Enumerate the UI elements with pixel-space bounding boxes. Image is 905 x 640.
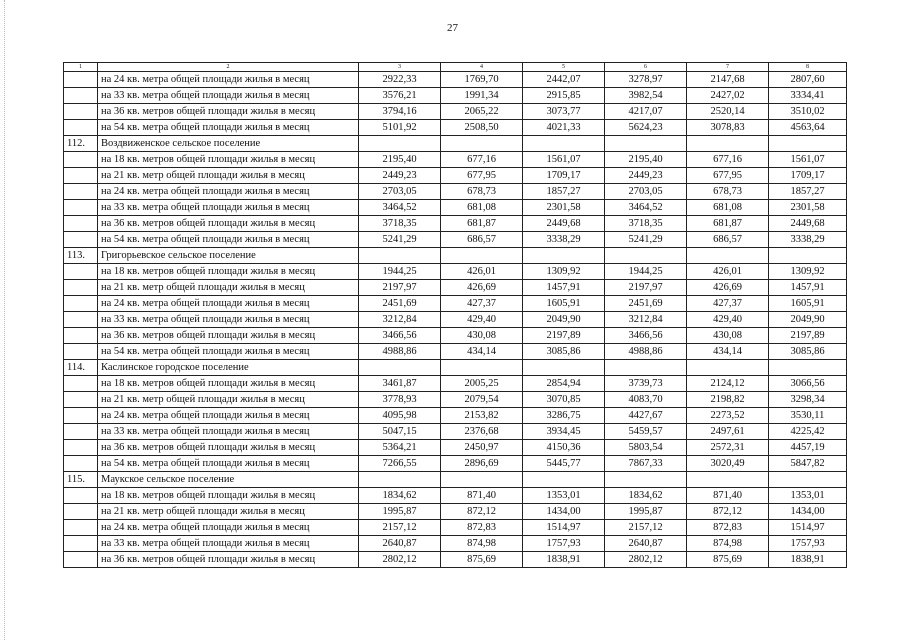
value-cell: 3334,41 bbox=[769, 88, 847, 104]
value-cell: 2640,87 bbox=[359, 536, 441, 552]
value-cell: 2301,58 bbox=[523, 200, 605, 216]
empty-cell bbox=[687, 248, 769, 264]
section-row bbox=[64, 248, 847, 264]
row-label: на 21 кв. метр общей площади жилья в месяц bbox=[98, 168, 359, 184]
value-cell: 4083,70 bbox=[605, 392, 687, 408]
value-cell: 1353,01 bbox=[769, 488, 847, 504]
value-cell: 3278,97 bbox=[605, 72, 687, 88]
value-cell: 1561,07 bbox=[523, 152, 605, 168]
value-cell: 4095,98 bbox=[359, 408, 441, 424]
value-cell: 3066,56 bbox=[769, 376, 847, 392]
row-label: на 36 кв. метров общей площади жилья в месяц bbox=[98, 216, 359, 232]
row-label: на 33 кв. метра общей площади жилья в месяц bbox=[98, 536, 359, 552]
empty-cell bbox=[441, 360, 523, 376]
value-cell: 2449,23 bbox=[359, 168, 441, 184]
value-cell: 1605,91 bbox=[769, 296, 847, 312]
row-label: на 24 кв. метра общей площади жилья в месяц bbox=[98, 520, 359, 536]
section-title: Воздвиженское сельское поселение bbox=[98, 136, 359, 152]
value-cell: 2802,12 bbox=[359, 552, 441, 568]
empty-cell bbox=[605, 136, 687, 152]
value-cell: 875,69 bbox=[687, 552, 769, 568]
value-cell: 2442,07 bbox=[523, 72, 605, 88]
value-cell: 3073,77 bbox=[523, 104, 605, 120]
row-label: на 18 кв. метров общей площади жилья в месяц bbox=[98, 152, 359, 168]
table-row bbox=[64, 232, 847, 248]
value-cell: 3794,16 bbox=[359, 104, 441, 120]
section-number: 115. bbox=[64, 472, 98, 488]
value-cell: 1838,91 bbox=[769, 552, 847, 568]
section-title: Каслинское городское поселение bbox=[98, 360, 359, 376]
value-cell: 2079,54 bbox=[441, 392, 523, 408]
value-cell: 1353,01 bbox=[523, 488, 605, 504]
value-cell: 5101,92 bbox=[359, 120, 441, 136]
value-cell: 3212,84 bbox=[605, 312, 687, 328]
row-number-cell bbox=[64, 552, 98, 568]
value-cell: 3286,75 bbox=[523, 408, 605, 424]
value-cell: 434,14 bbox=[441, 344, 523, 360]
value-cell: 1514,97 bbox=[769, 520, 847, 536]
row-label: на 36 кв. метров общей площади жилья в месяц bbox=[98, 104, 359, 120]
value-cell: 4427,67 bbox=[605, 408, 687, 424]
value-cell: 1514,97 bbox=[523, 520, 605, 536]
value-cell: 872,12 bbox=[687, 504, 769, 520]
row-label: на 33 кв. метра общей площади жилья в месяц bbox=[98, 424, 359, 440]
value-cell: 1944,25 bbox=[359, 264, 441, 280]
value-cell: 2197,97 bbox=[605, 280, 687, 296]
empty-cell bbox=[359, 248, 441, 264]
value-cell: 2449,23 bbox=[605, 168, 687, 184]
value-cell: 1709,17 bbox=[523, 168, 605, 184]
value-cell: 1857,27 bbox=[769, 184, 847, 200]
table-row bbox=[64, 520, 847, 536]
column-number: 3 bbox=[359, 63, 441, 72]
value-cell: 2703,05 bbox=[359, 184, 441, 200]
value-cell: 681,87 bbox=[687, 216, 769, 232]
value-cell: 5847,82 bbox=[769, 456, 847, 472]
column-number: 5 bbox=[523, 63, 605, 72]
table-row bbox=[64, 376, 847, 392]
value-cell: 4021,33 bbox=[523, 120, 605, 136]
value-cell: 872,83 bbox=[441, 520, 523, 536]
row-label: на 24 кв. метра общей площади жилья в месяц bbox=[98, 408, 359, 424]
value-cell: 3718,35 bbox=[359, 216, 441, 232]
value-cell: 5241,29 bbox=[359, 232, 441, 248]
value-cell: 2802,12 bbox=[605, 552, 687, 568]
row-number-cell bbox=[64, 344, 98, 360]
row-number-cell bbox=[64, 424, 98, 440]
section-number: 113. bbox=[64, 248, 98, 264]
rates-table-body bbox=[64, 63, 847, 568]
value-cell: 1757,93 bbox=[523, 536, 605, 552]
row-number-cell bbox=[64, 536, 98, 552]
value-cell: 2195,40 bbox=[359, 152, 441, 168]
table-row bbox=[64, 392, 847, 408]
value-cell: 2572,31 bbox=[687, 440, 769, 456]
value-cell: 872,83 bbox=[687, 520, 769, 536]
empty-cell bbox=[605, 248, 687, 264]
value-cell: 2451,69 bbox=[359, 296, 441, 312]
row-number-cell bbox=[64, 184, 98, 200]
row-number-cell bbox=[64, 152, 98, 168]
value-cell: 1457,91 bbox=[769, 280, 847, 296]
value-cell: 2195,40 bbox=[605, 152, 687, 168]
value-cell: 1309,92 bbox=[523, 264, 605, 280]
empty-cell bbox=[523, 136, 605, 152]
row-number-cell bbox=[64, 520, 98, 536]
table-row bbox=[64, 296, 847, 312]
table-row bbox=[64, 424, 847, 440]
row-number-cell bbox=[64, 376, 98, 392]
section-title: Григорьевское сельское поселение bbox=[98, 248, 359, 264]
row-number-cell bbox=[64, 264, 98, 280]
row-label: на 36 кв. метров общей площади жилья в месяц bbox=[98, 552, 359, 568]
empty-cell bbox=[687, 136, 769, 152]
value-cell: 7266,55 bbox=[359, 456, 441, 472]
value-cell: 3510,02 bbox=[769, 104, 847, 120]
table-row bbox=[64, 552, 847, 568]
table-row bbox=[64, 168, 847, 184]
value-cell: 4217,07 bbox=[605, 104, 687, 120]
value-cell: 2915,85 bbox=[523, 88, 605, 104]
value-cell: 426,01 bbox=[441, 264, 523, 280]
row-label: на 33 кв. метра общей площади жилья в месяц bbox=[98, 200, 359, 216]
section-row bbox=[64, 472, 847, 488]
row-number-cell bbox=[64, 216, 98, 232]
column-number: 4 bbox=[441, 63, 523, 72]
row-label: на 33 кв. метра общей площади жилья в месяц bbox=[98, 88, 359, 104]
value-cell: 1434,00 bbox=[523, 504, 605, 520]
value-cell: 1457,91 bbox=[523, 280, 605, 296]
value-cell: 1709,17 bbox=[769, 168, 847, 184]
value-cell: 4563,64 bbox=[769, 120, 847, 136]
value-cell: 3338,29 bbox=[523, 232, 605, 248]
value-cell: 3778,93 bbox=[359, 392, 441, 408]
page-number: 27 bbox=[447, 22, 458, 34]
value-cell: 2896,69 bbox=[441, 456, 523, 472]
value-cell: 874,98 bbox=[441, 536, 523, 552]
empty-cell bbox=[769, 136, 847, 152]
value-cell: 871,40 bbox=[687, 488, 769, 504]
row-label: на 18 кв. метров общей площади жилья в месяц bbox=[98, 488, 359, 504]
value-cell: 3464,52 bbox=[359, 200, 441, 216]
value-cell: 2157,12 bbox=[605, 520, 687, 536]
column-number: 6 bbox=[605, 63, 687, 72]
value-cell: 3576,21 bbox=[359, 88, 441, 104]
value-cell: 1769,70 bbox=[441, 72, 523, 88]
row-label: на 18 кв. метров общей площади жилья в месяц bbox=[98, 376, 359, 392]
value-cell: 2197,97 bbox=[359, 280, 441, 296]
empty-cell bbox=[769, 248, 847, 264]
value-cell: 3338,29 bbox=[769, 232, 847, 248]
empty-cell bbox=[359, 360, 441, 376]
value-cell: 2198,82 bbox=[687, 392, 769, 408]
value-cell: 3070,85 bbox=[523, 392, 605, 408]
section-title: Маукское сельское поселение bbox=[98, 472, 359, 488]
table-row bbox=[64, 344, 847, 360]
value-cell: 1995,87 bbox=[359, 504, 441, 520]
row-number-cell bbox=[64, 408, 98, 424]
value-cell: 681,08 bbox=[687, 200, 769, 216]
value-cell: 3739,73 bbox=[605, 376, 687, 392]
empty-cell bbox=[687, 472, 769, 488]
value-cell: 1991,34 bbox=[441, 88, 523, 104]
row-label: на 21 кв. метр общей площади жилья в месяц bbox=[98, 392, 359, 408]
value-cell: 2520,14 bbox=[687, 104, 769, 120]
row-label: на 33 кв. метра общей площади жилья в месяц bbox=[98, 312, 359, 328]
row-label: на 36 кв. метров общей площади жилья в месяц bbox=[98, 440, 359, 456]
section-row bbox=[64, 136, 847, 152]
row-label: на 24 кв. метра общей площади жилья в месяц bbox=[98, 72, 359, 88]
value-cell: 686,57 bbox=[441, 232, 523, 248]
table-row bbox=[64, 504, 847, 520]
row-label: на 18 кв. метров общей площади жилья в месяц bbox=[98, 264, 359, 280]
row-number-cell bbox=[64, 488, 98, 504]
table-row bbox=[64, 536, 847, 552]
value-cell: 2854,94 bbox=[523, 376, 605, 392]
value-cell: 872,12 bbox=[441, 504, 523, 520]
table-row bbox=[64, 408, 847, 424]
table-row bbox=[64, 200, 847, 216]
table-row bbox=[64, 440, 847, 456]
value-cell: 2497,61 bbox=[687, 424, 769, 440]
value-cell: 686,57 bbox=[687, 232, 769, 248]
value-cell: 2922,33 bbox=[359, 72, 441, 88]
table-row bbox=[64, 72, 847, 88]
value-cell: 875,69 bbox=[441, 552, 523, 568]
row-label: на 21 кв. метр общей площади жилья в месяц bbox=[98, 504, 359, 520]
value-cell: 4988,86 bbox=[605, 344, 687, 360]
table-row bbox=[64, 104, 847, 120]
row-number-cell bbox=[64, 168, 98, 184]
empty-cell bbox=[523, 472, 605, 488]
value-cell: 4457,19 bbox=[769, 440, 847, 456]
empty-cell bbox=[769, 360, 847, 376]
value-cell: 5803,54 bbox=[605, 440, 687, 456]
value-cell: 2157,12 bbox=[359, 520, 441, 536]
value-cell: 1309,92 bbox=[769, 264, 847, 280]
value-cell: 4988,86 bbox=[359, 344, 441, 360]
value-cell: 426,01 bbox=[687, 264, 769, 280]
value-cell: 1838,91 bbox=[523, 552, 605, 568]
value-cell: 426,69 bbox=[687, 280, 769, 296]
table-row bbox=[64, 456, 847, 472]
value-cell: 678,73 bbox=[441, 184, 523, 200]
row-number-cell bbox=[64, 232, 98, 248]
value-cell: 429,40 bbox=[441, 312, 523, 328]
row-number-cell bbox=[64, 120, 98, 136]
value-cell: 1995,87 bbox=[605, 504, 687, 520]
row-number-cell bbox=[64, 312, 98, 328]
value-cell: 4225,42 bbox=[769, 424, 847, 440]
value-cell: 427,37 bbox=[687, 296, 769, 312]
value-cell: 2197,89 bbox=[523, 328, 605, 344]
value-cell: 2450,97 bbox=[441, 440, 523, 456]
value-cell: 3085,86 bbox=[523, 344, 605, 360]
value-cell: 3298,34 bbox=[769, 392, 847, 408]
value-cell: 427,37 bbox=[441, 296, 523, 312]
value-cell: 678,73 bbox=[687, 184, 769, 200]
value-cell: 677,16 bbox=[687, 152, 769, 168]
value-cell: 1434,00 bbox=[769, 504, 847, 520]
row-label: на 21 кв. метр общей площади жилья в месяц bbox=[98, 280, 359, 296]
empty-cell bbox=[441, 472, 523, 488]
value-cell: 1834,62 bbox=[605, 488, 687, 504]
value-cell: 3078,83 bbox=[687, 120, 769, 136]
value-cell: 1757,93 bbox=[769, 536, 847, 552]
value-cell: 1857,27 bbox=[523, 184, 605, 200]
value-cell: 2807,60 bbox=[769, 72, 847, 88]
value-cell: 681,08 bbox=[441, 200, 523, 216]
value-cell: 2049,90 bbox=[769, 312, 847, 328]
value-cell: 3020,49 bbox=[687, 456, 769, 472]
column-number: 1 bbox=[64, 63, 98, 72]
value-cell: 3530,11 bbox=[769, 408, 847, 424]
value-cell: 2124,12 bbox=[687, 376, 769, 392]
value-cell: 2640,87 bbox=[605, 536, 687, 552]
empty-cell bbox=[687, 360, 769, 376]
row-number-cell bbox=[64, 328, 98, 344]
section-row bbox=[64, 360, 847, 376]
value-cell: 677,16 bbox=[441, 152, 523, 168]
value-cell: 677,95 bbox=[687, 168, 769, 184]
value-cell: 2153,82 bbox=[441, 408, 523, 424]
value-cell: 874,98 bbox=[687, 536, 769, 552]
row-label: на 24 кв. метра общей площади жилья в месяц bbox=[98, 184, 359, 200]
row-label: на 54 кв. метра общей площади жилья в месяц bbox=[98, 232, 359, 248]
value-cell: 426,69 bbox=[441, 280, 523, 296]
value-cell: 1561,07 bbox=[769, 152, 847, 168]
value-cell: 3212,84 bbox=[359, 312, 441, 328]
value-cell: 3934,45 bbox=[523, 424, 605, 440]
value-cell: 5459,57 bbox=[605, 424, 687, 440]
value-cell: 2451,69 bbox=[605, 296, 687, 312]
column-number-row bbox=[64, 63, 847, 72]
value-cell: 3085,86 bbox=[769, 344, 847, 360]
section-number: 112. bbox=[64, 136, 98, 152]
value-cell: 2449,68 bbox=[769, 216, 847, 232]
row-number-cell bbox=[64, 104, 98, 120]
value-cell: 4150,36 bbox=[523, 440, 605, 456]
value-cell: 3718,35 bbox=[605, 216, 687, 232]
value-cell: 2449,68 bbox=[523, 216, 605, 232]
row-number-cell bbox=[64, 504, 98, 520]
table-row bbox=[64, 264, 847, 280]
empty-cell bbox=[769, 472, 847, 488]
value-cell: 2508,50 bbox=[441, 120, 523, 136]
value-cell: 5624,23 bbox=[605, 120, 687, 136]
table-row bbox=[64, 184, 847, 200]
value-cell: 871,40 bbox=[441, 488, 523, 504]
value-cell: 2273,52 bbox=[687, 408, 769, 424]
table-row bbox=[64, 328, 847, 344]
empty-cell bbox=[441, 136, 523, 152]
value-cell: 430,08 bbox=[441, 328, 523, 344]
value-cell: 2147,68 bbox=[687, 72, 769, 88]
value-cell: 3461,87 bbox=[359, 376, 441, 392]
value-cell: 2376,68 bbox=[441, 424, 523, 440]
empty-cell bbox=[605, 472, 687, 488]
value-cell: 5445,77 bbox=[523, 456, 605, 472]
column-number: 8 bbox=[769, 63, 847, 72]
empty-cell bbox=[441, 248, 523, 264]
section-number: 114. bbox=[64, 360, 98, 376]
row-label: на 54 кв. метра общей площади жилья в месяц bbox=[98, 456, 359, 472]
value-cell: 681,87 bbox=[441, 216, 523, 232]
column-number: 7 bbox=[687, 63, 769, 72]
table-row bbox=[64, 216, 847, 232]
value-cell: 5364,21 bbox=[359, 440, 441, 456]
page-left-edge bbox=[4, 0, 5, 640]
empty-cell bbox=[523, 360, 605, 376]
table-row bbox=[64, 488, 847, 504]
row-number-cell bbox=[64, 456, 98, 472]
value-cell: 2065,22 bbox=[441, 104, 523, 120]
row-number-cell bbox=[64, 72, 98, 88]
rates-table bbox=[63, 62, 847, 568]
value-cell: 1605,91 bbox=[523, 296, 605, 312]
row-label: на 54 кв. метра общей площади жилья в месяц bbox=[98, 120, 359, 136]
value-cell: 3982,54 bbox=[605, 88, 687, 104]
row-number-cell bbox=[64, 392, 98, 408]
row-number-cell bbox=[64, 88, 98, 104]
value-cell: 3466,56 bbox=[605, 328, 687, 344]
table-row bbox=[64, 120, 847, 136]
table-row bbox=[64, 312, 847, 328]
value-cell: 7867,33 bbox=[605, 456, 687, 472]
value-cell: 5241,29 bbox=[605, 232, 687, 248]
table-row bbox=[64, 88, 847, 104]
value-cell: 2703,05 bbox=[605, 184, 687, 200]
value-cell: 2049,90 bbox=[523, 312, 605, 328]
value-cell: 2301,58 bbox=[769, 200, 847, 216]
empty-cell bbox=[359, 136, 441, 152]
row-number-cell bbox=[64, 200, 98, 216]
column-number: 2 bbox=[98, 63, 359, 72]
table-row bbox=[64, 280, 847, 296]
table-row bbox=[64, 152, 847, 168]
value-cell: 434,14 bbox=[687, 344, 769, 360]
value-cell: 5047,15 bbox=[359, 424, 441, 440]
value-cell: 1834,62 bbox=[359, 488, 441, 504]
value-cell: 2005,25 bbox=[441, 376, 523, 392]
value-cell: 3466,56 bbox=[359, 328, 441, 344]
row-label: на 36 кв. метров общей площади жилья в месяц bbox=[98, 328, 359, 344]
row-number-cell bbox=[64, 440, 98, 456]
empty-cell bbox=[605, 360, 687, 376]
row-label: на 24 кв. метра общей площади жилья в месяц bbox=[98, 296, 359, 312]
value-cell: 1944,25 bbox=[605, 264, 687, 280]
empty-cell bbox=[359, 472, 441, 488]
value-cell: 677,95 bbox=[441, 168, 523, 184]
value-cell: 429,40 bbox=[687, 312, 769, 328]
empty-cell bbox=[523, 248, 605, 264]
row-label: на 54 кв. метра общей площади жилья в месяц bbox=[98, 344, 359, 360]
value-cell: 2427,02 bbox=[687, 88, 769, 104]
value-cell: 2197,89 bbox=[769, 328, 847, 344]
row-number-cell bbox=[64, 296, 98, 312]
value-cell: 430,08 bbox=[687, 328, 769, 344]
value-cell: 3464,52 bbox=[605, 200, 687, 216]
row-number-cell bbox=[64, 280, 98, 296]
